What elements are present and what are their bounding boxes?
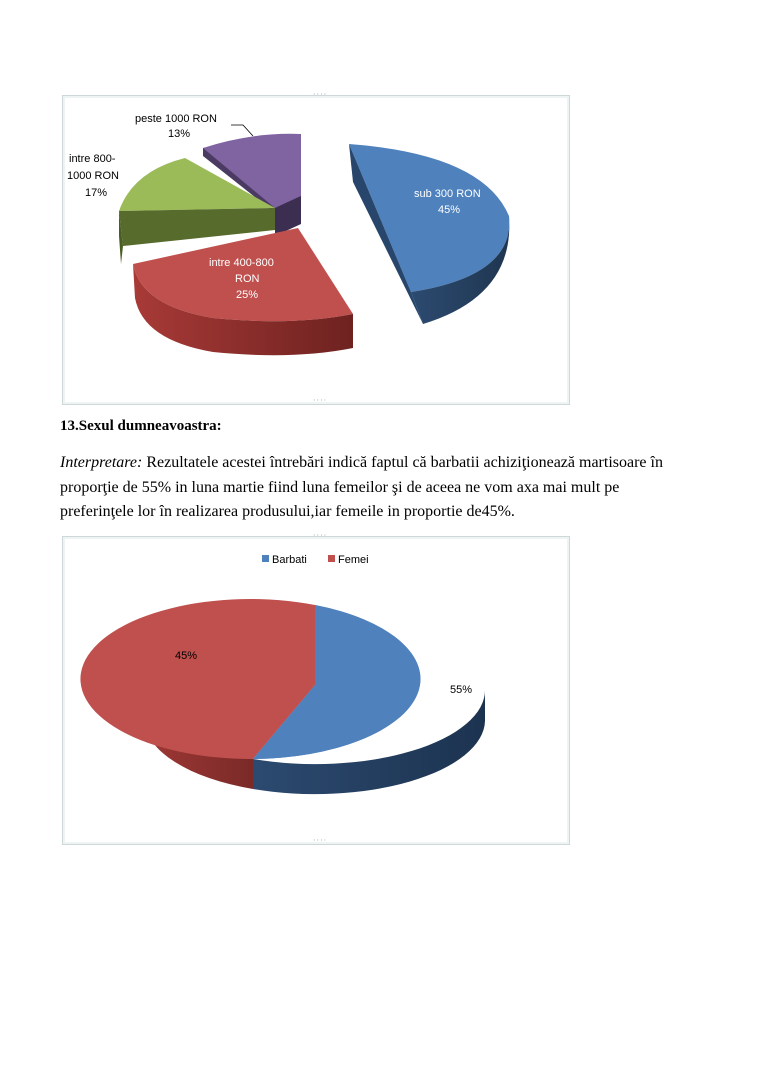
leader-line: [231, 125, 253, 136]
income-pie-chart: [62, 90, 570, 405]
label-intre-800-1000-l1: intre 800-: [69, 153, 116, 165]
label-intre-400-800-l1: intre 400-800: [209, 257, 274, 269]
interpretation-line2: proporţie de 55% in luna martie fiind luna femeilor şi de aceea ne vom axa mai mult pe: [60, 478, 620, 496]
pct-sub-300: 45%: [438, 204, 461, 216]
resize-handle-top[interactable]: ····: [313, 90, 328, 99]
pct-barbati: 55%: [450, 684, 473, 696]
pct-peste-1000: 13%: [168, 128, 191, 140]
income-pie-svg: [63, 96, 569, 404]
interpretation-paragraph: [60, 451, 720, 525]
legend-swatch-femei: [328, 555, 335, 562]
label-sub-300: sub 300 RON: [414, 188, 481, 200]
legend-swatch-barbati: [262, 555, 269, 562]
pct-intre-400-800: 25%: [236, 289, 259, 301]
label-intre-400-800-l2: RON: [235, 273, 260, 285]
gender-pie-chart: [62, 531, 570, 845]
resize-handle-bottom[interactable]: ····: [313, 396, 328, 405]
section-heading: 13.Sexul dumneavoastra:: [60, 418, 222, 434]
legend-label-femei: Femei: [338, 554, 369, 566]
interpretation-line1: Rezultatele acestei întrebări indică faptul că barbatii achiziţionează martisoare în: [142, 454, 663, 471]
legend-label-barbati: Barbati: [272, 554, 307, 566]
gender-pie-svg: [63, 537, 569, 844]
resize-handle-top[interactable]: ····: [313, 531, 328, 540]
slice-sub-300: [349, 144, 509, 324]
pct-intre-800-1000: 17%: [85, 187, 108, 199]
resize-handle-bottom[interactable]: ····: [313, 836, 328, 845]
interpretation-label: Interpretare:: [60, 454, 143, 471]
label-intre-800-1000-l2: 1000 RON: [67, 170, 119, 182]
label-peste-1000: peste 1000 RON: [135, 113, 217, 125]
pct-femei: 45%: [175, 650, 198, 662]
interpretation-line3: preferinţele lor în realizarea produsului,iar femeile in proportie de45%.: [60, 503, 515, 520]
